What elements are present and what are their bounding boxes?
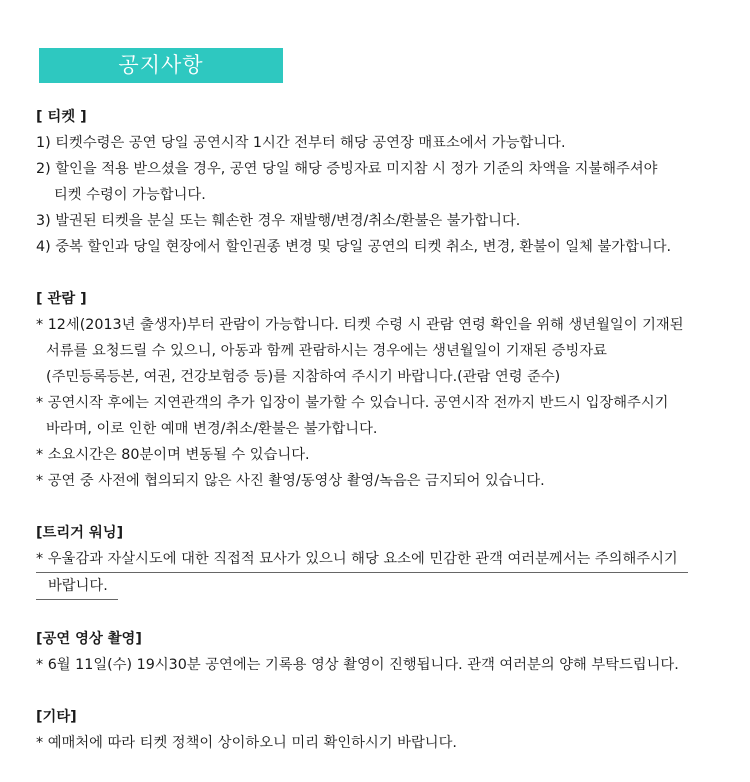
ticket-line-2: 2) 할인을 적용 받으셨을 경우, 공연 당일 해당 증빙자료 미지참 시 정가 기준의 차액을 지불해주셔야 [36,161,658,177]
notice-content [36,104,736,782]
viewing-line-1: * 12세(2013년 출생자)부터 관람이 가능합니다. 티켓 수령 시 관람 연령 확인을 위해 생년월일이 기재된 [36,317,684,333]
notice-banner-title: 공지사항 [39,48,283,83]
section-heading-recording: [공연 영상 촬영] [36,631,142,647]
etc-section [36,704,736,756]
viewing-line-1-cont: 서류를 요청드릴 수 있으니, 아동과 함께 관람하시는 경우에는 생년월일이 기재된 증빙자료 [46,343,607,359]
section-heading-trigger: [트리거 워닝] [36,525,124,541]
viewing-line-2: * 공연시작 후에는 지연관객의 추가 입장이 불가할 수 있습니다. 공연시작 전까지 반드시 입장해주시기 [36,395,669,411]
ticket-line-4: 4) 중복 할인과 당일 현장에서 할인권종 변경 및 당일 공연의 티켓 취소, 변경, 환불이 일체 불가합니다. [36,239,672,255]
section-heading-viewing: [ 관람 ] [36,291,87,307]
ticket-section [36,104,736,260]
section-heading-etc: [기타] [36,709,77,725]
viewing-line-2-cont: 바라며, 이로 인한 예매 변경/취소/환불은 불가합니다. [46,421,378,437]
ticket-line-1: 1) 티켓수령은 공연 당일 공연시작 1시간 전부터 해당 공연장 매표소에서 가능합니다. [36,135,566,151]
ticket-line-2-cont: 티켓 수령이 가능합니다. [54,187,206,203]
section-heading-ticket: [ 티켓 ] [36,109,87,125]
ticket-line-3: 3) 발권된 티켓을 분실 또는 훼손한 경우 재발행/변경/취소/환불은 불가합니다. [36,213,521,229]
viewing-line-4: * 공연 중 사전에 협의되지 않은 사진 촬영/동영상 촬영/녹음은 금지되어 있습니다. [36,473,545,489]
viewing-line-1-cont2: (주민등록등본, 여권, 건강보험증 등)를 지참하여 주시기 바랍니다.(관람 연령 준수) [46,369,561,385]
trigger-line-1: * 우울감과 자살시도에 대한 직접적 묘사가 있으니 해당 요소에 민감한 관객 여러분께서는 주의해주시기 [36,546,688,573]
trigger-section [36,520,736,600]
trigger-line-1-cont: 바랍니다. [36,573,118,600]
viewing-line-3: * 소요시간은 80분이며 변동될 수 있습니다. [36,447,310,463]
recording-line-1: * 6월 11일(수) 19시30분 공연에는 기록용 영상 촬영이 진행됩니다. 관객 여러분의 양해 부탁드립니다. [36,657,679,673]
viewing-section [36,286,736,494]
etc-line-1: * 예매처에 따라 티켓 정책이 상이하오니 미리 확인하시기 바랍니다. [36,735,457,751]
recording-section [36,626,736,678]
